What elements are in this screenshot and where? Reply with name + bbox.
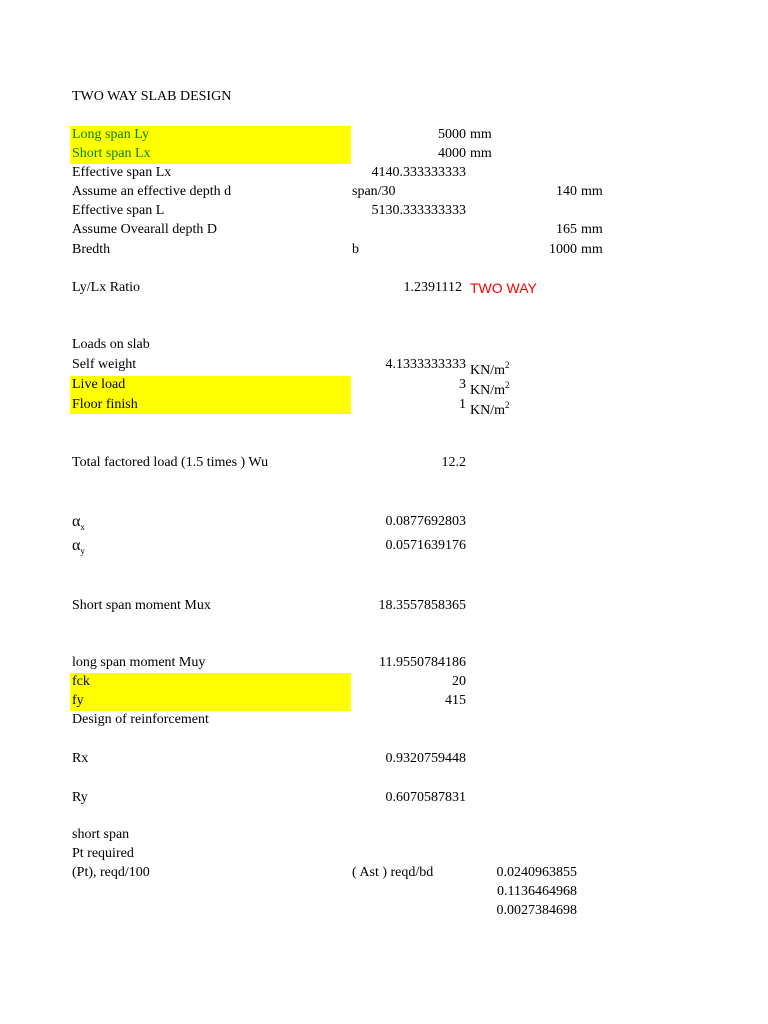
ry-value: 0.6070587831 [385,790,466,805]
long-span-unit: mm [470,127,492,142]
fck-label: fck [72,674,90,689]
breadth-value: 1000 [549,242,577,257]
eff-span-l-label: Effective span L [72,203,165,218]
eff-span-lx-label: Effective span Lx [72,165,172,180]
self-weight-unit [470,357,510,379]
alpha-y-sub: y [80,546,85,556]
short-span-heading: short span [72,827,130,842]
muy-label: long span moment Muy [72,655,206,670]
pt-reqd-formula: ( Ast ) reqd/bd [352,865,434,880]
alpha-y-label [72,538,85,559]
live-load-unit-base: KN/m [470,383,505,398]
loads-heading: Loads on slab [72,337,150,352]
floor-finish-unit [470,397,510,419]
total-load-label: Total factored load (1.5 times ) Wu [72,455,269,470]
floor-finish-unit-sup: 2 [505,400,510,410]
ratio-value: 1.2391112 [403,280,462,295]
eff-span-lx-value: 4140.333333333 [371,165,466,180]
self-weight-label: Self weight [72,357,137,372]
eff-span-l-value: 5130.333333333 [371,203,466,218]
mux-value: 18.3557858365 [378,598,466,613]
eff-depth-label: Assume an effective depth d [72,184,232,199]
highlight-fck [70,673,351,692]
breadth-label: Bredth [72,242,111,257]
highlight-fy [70,692,351,711]
floor-finish-label: Floor finish [72,397,138,412]
overall-depth-value: 165 [556,222,577,237]
alpha-x-sub: x [80,522,85,532]
self-weight-unit-sup: 2 [505,360,510,370]
live-load-unit-sup: 2 [505,380,510,390]
short-span-label: Short span Lx [72,146,151,161]
floor-finish-value: 1 [459,397,466,412]
floor-finish-unit-base: KN/m [470,403,505,418]
breadth-unit: mm [581,242,603,257]
overall-depth-unit: mm [581,222,603,237]
pt-reqd-value-2: 0.1136464968 [497,884,577,899]
ry-label: Ry [72,790,88,805]
short-span-unit: mm [470,146,492,161]
ratio-status: TWO WAY [470,280,537,296]
fy-value: 415 [445,693,466,708]
design-heading: Design of reinforcement [72,712,209,727]
page-title: TWO WAY SLAB DESIGN [72,89,232,104]
alpha-y-symbol: α [72,537,81,554]
alpha-y-value: 0.0571639176 [385,538,466,553]
live-load-value: 3 [459,377,466,392]
self-weight-value: 4.1333333333 [385,357,466,372]
total-load-value: 12.2 [441,455,466,470]
self-weight-unit-base: KN/m [470,363,505,378]
rx-label: Rx [72,751,89,766]
pt-reqd-value-3: 0.0027384698 [496,903,577,918]
alpha-x-symbol: α [72,513,81,530]
short-span-value: 4000 [438,146,466,161]
rx-value: 0.9320759448 [385,751,466,766]
breadth-symbol: b [352,242,359,257]
pt-reqd-value-1: 0.0240963855 [496,865,577,880]
ratio-label: Ly/Lx Ratio [72,280,141,295]
pt-required-label: Pt required [72,846,134,861]
live-load-label: Live load [72,377,126,392]
pt-reqd-label: (Pt), reqd/100 [72,865,150,880]
eff-depth-value: 140 [556,184,577,199]
fck-value: 20 [452,674,466,689]
long-span-value: 5000 [438,127,466,142]
long-span-label: Long span Ly [72,127,149,142]
live-load-unit [470,377,510,399]
eff-depth-unit: mm [581,184,603,199]
alpha-x-value: 0.0877692803 [385,514,466,529]
fy-label: fy [72,693,84,708]
alpha-x-label [72,514,85,535]
muy-value: 11.9550784186 [379,655,466,670]
mux-label: Short span moment Mux [72,598,211,613]
overall-depth-label: Assume Ovearall depth D [72,222,218,237]
eff-depth-formula: span/30 [352,184,396,199]
